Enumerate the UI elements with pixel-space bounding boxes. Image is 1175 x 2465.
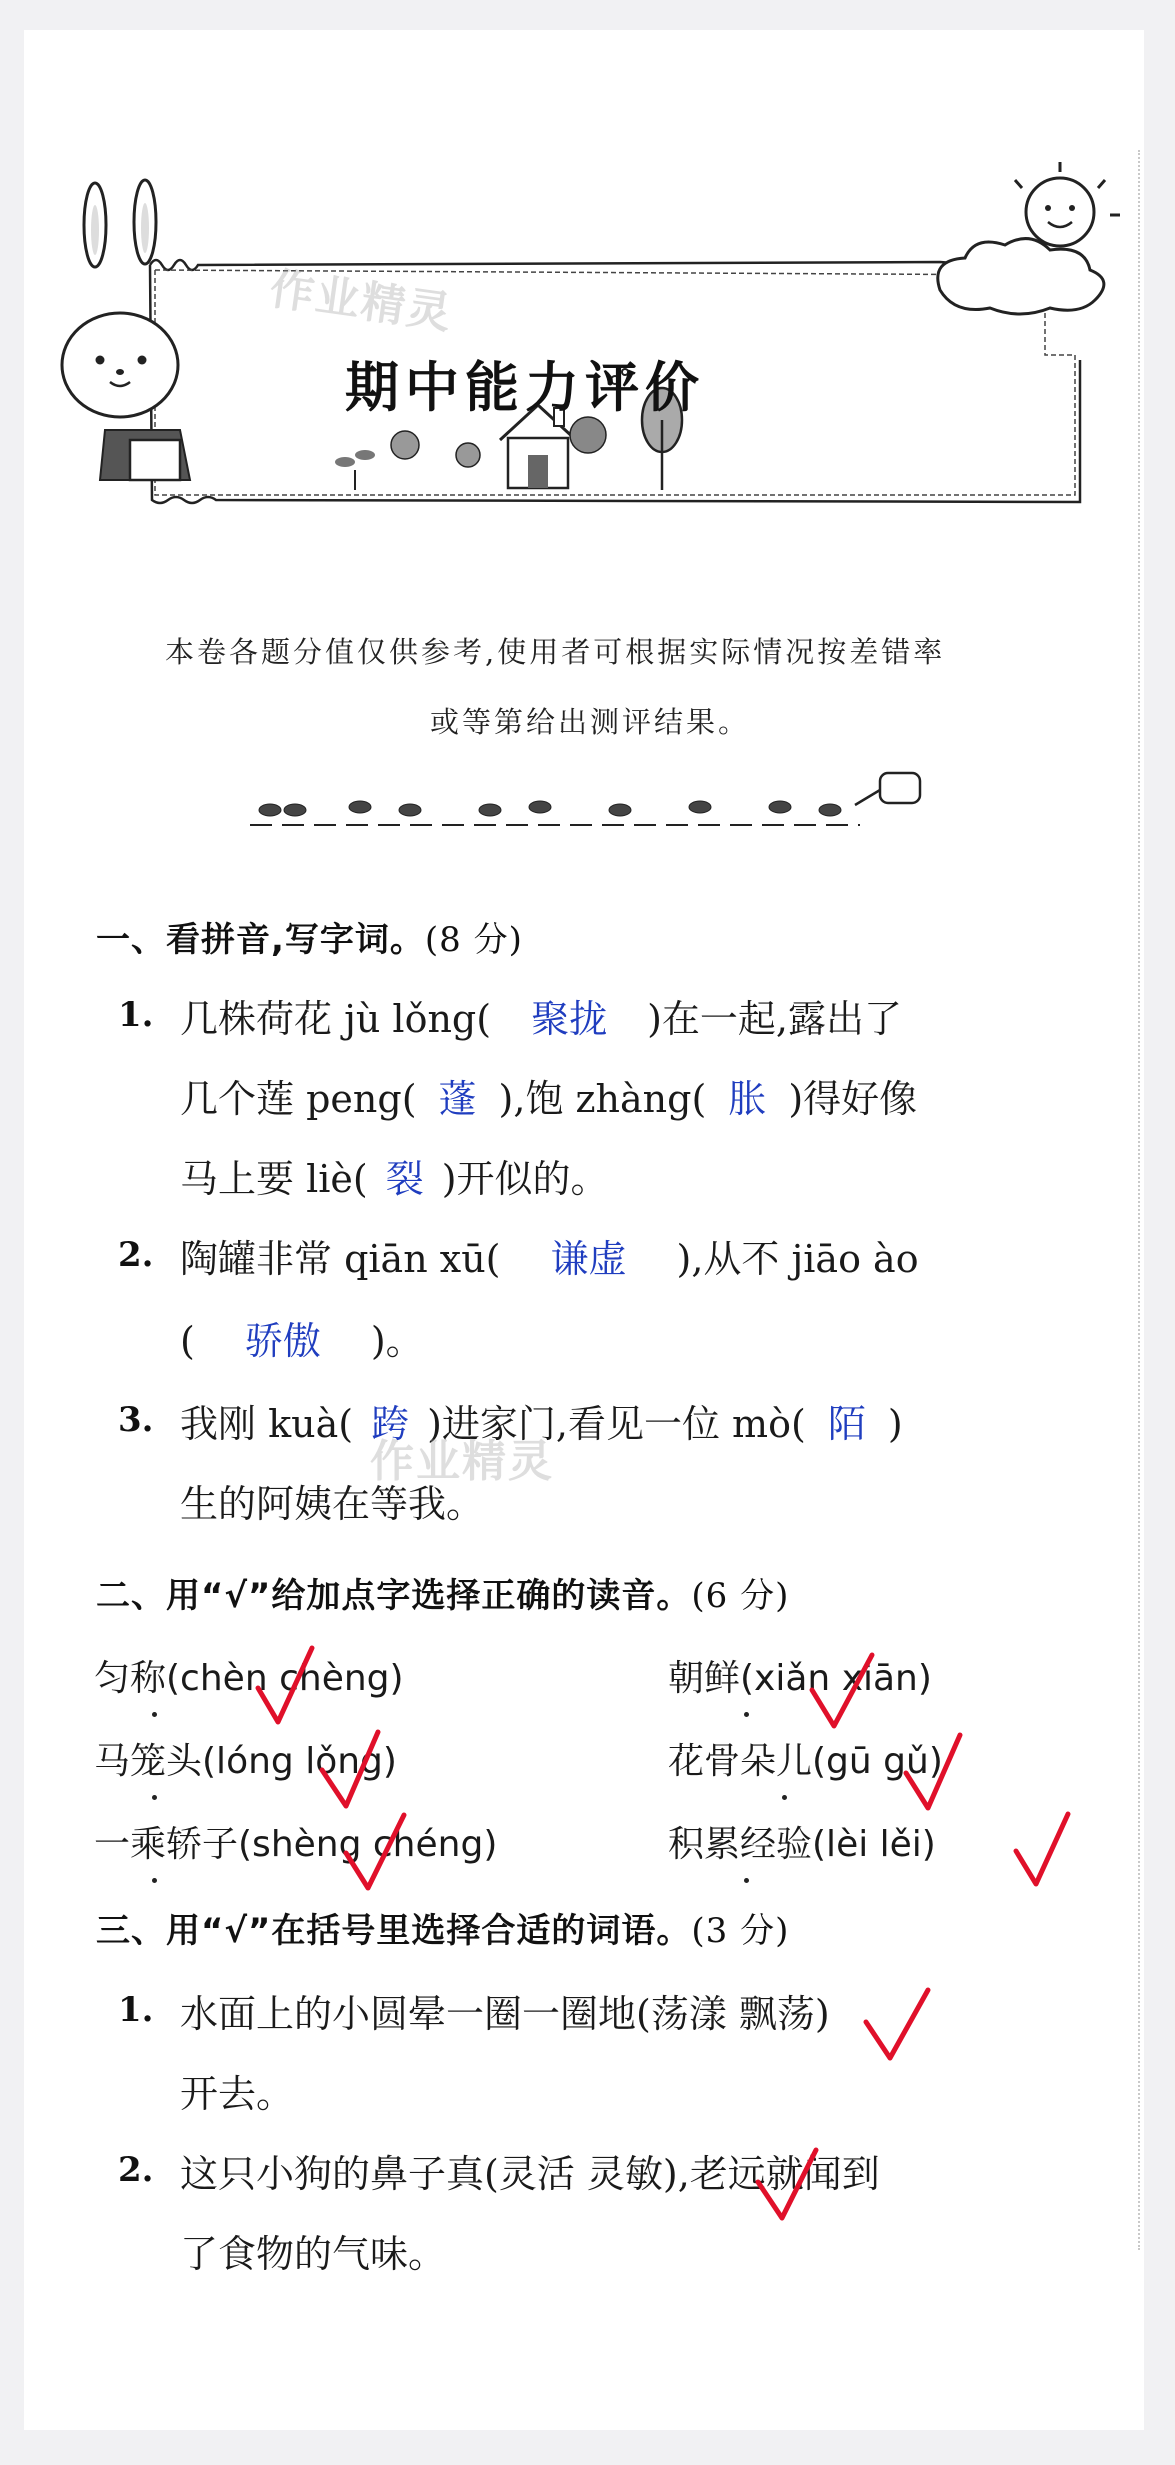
choice-options: (gū gǔ): [812, 1741, 943, 1782]
text-segment: (: [180, 1319, 195, 1363]
s1-q1-line-1: [180, 988, 902, 1043]
text-segment: ): [887, 1402, 903, 1446]
section-2-heading: [96, 1568, 789, 1617]
emphasis-dot: [152, 1878, 157, 1883]
watering-can-icon: [855, 773, 920, 805]
section-2-score: (6 分): [691, 1576, 790, 1616]
reading-choice-item: [94, 1650, 404, 1701]
choice-options: (chèn chèng): [166, 1658, 404, 1699]
s3-q2-line-1: 这只小狗的鼻子真(灵活 灵敏),老远就闻到: [180, 2152, 880, 2196]
section-1-heading: [96, 912, 523, 961]
text-segment: 我刚 kuà(: [180, 1402, 354, 1446]
cloud-icon: [938, 239, 1104, 314]
text-segment: )开似的。: [441, 1157, 609, 1201]
answer: 蓬: [438, 1077, 477, 1121]
emphasis-dot: [744, 1712, 749, 1717]
choice-word: 一乘轿子: [94, 1824, 239, 1865]
text-segment: )进家门,看见一位 mò(: [427, 1402, 806, 1446]
choice-word: 马笼头: [94, 1741, 203, 1782]
instruction-line-1: 本卷各题分值仅供参考,使用者可根据实际情况按差错率: [165, 635, 946, 669]
rabbit-icon: [62, 180, 190, 480]
reading-choice-item: [94, 1816, 497, 1867]
choice-word: 朝鲜: [668, 1658, 741, 1699]
choice-word: 花骨朵儿: [668, 1741, 813, 1782]
title-banner-illustration: [60, 150, 1140, 530]
text-segment: 马上要 liè(: [180, 1157, 368, 1201]
question-number: 3.: [118, 1400, 154, 1440]
s1-q3-line-2: 生的阿姨在等我。: [180, 1482, 485, 1526]
answer: 裂: [385, 1157, 424, 1201]
text-segment: 陶罐非常 qiān xū(: [180, 1237, 501, 1281]
text-segment: ),从不 jiāo ào: [676, 1237, 919, 1281]
text-segment: )在一起,露出了: [647, 997, 902, 1041]
reading-choice-item: [668, 1733, 943, 1784]
sprout-icon: [335, 450, 375, 490]
answer: 骄傲: [244, 1319, 321, 1363]
emphasis-dot: [152, 1712, 157, 1717]
bush-icon: [570, 417, 606, 453]
section-3-title: 三、用“√”在括号里选择合适的词语。: [96, 1911, 692, 1951]
choice-word: 匀称: [94, 1658, 167, 1699]
answer: 胀: [728, 1077, 767, 1121]
text-segment: ),饱 zhàng(: [498, 1077, 707, 1121]
question-number: 1.: [118, 995, 154, 1035]
watermark: 作业精灵: [266, 263, 457, 340]
answer: 谦虚: [550, 1237, 627, 1281]
emphasis-dot: [152, 1795, 157, 1800]
text-segment: 几个莲 peng(: [180, 1077, 417, 1121]
bush-icon: [456, 443, 480, 467]
answer: 陌: [827, 1402, 866, 1446]
s1-q1-line-3: [180, 1148, 609, 1203]
section-3-score: (3 分): [691, 1911, 790, 1951]
text-segment: )得好像: [788, 1077, 918, 1121]
choice-options: (shèng chéng): [238, 1824, 498, 1865]
emphasis-dot: [782, 1795, 787, 1800]
answer: 跨: [371, 1402, 410, 1446]
watermark: 作业精灵: [370, 1436, 554, 1487]
reading-choice-item: [668, 1816, 936, 1867]
choice-options: (lóng lǒng): [202, 1741, 397, 1782]
s1-q2-line-2: [180, 1310, 424, 1365]
reading-choice-item: [668, 1650, 932, 1701]
question-number: 1.: [118, 1990, 154, 2030]
text-segment: 几株荷花 jù lǒng(: [180, 997, 492, 1041]
s1-q1-line-2: [180, 1068, 917, 1123]
bush-icon: [391, 431, 419, 459]
question-number: 2.: [118, 1235, 154, 1275]
exam-title: 期中能力评价: [345, 356, 705, 419]
instruction-line-2: 或等第给出测评结果。: [430, 705, 751, 739]
choice-options: (xiǎn xiān): [740, 1658, 932, 1699]
s1-q2-line-1: [180, 1228, 919, 1283]
sun-icon: [1015, 162, 1120, 246]
sprout-divider-illustration: [240, 755, 960, 835]
answer: 聚拢: [531, 997, 608, 1041]
s3-q1-line-1: 水面上的小圆晕一圈一圈地(荡漾 飘荡): [180, 1992, 830, 2036]
section-3-heading: [96, 1903, 789, 1952]
reading-choice-item: [94, 1733, 397, 1784]
s3-q2-line-2: 了食物的气味。: [180, 2232, 447, 2276]
question-number: 2.: [118, 2150, 154, 2190]
choice-word: 积累经验: [668, 1824, 813, 1865]
text-segment: )。: [370, 1319, 424, 1363]
emphasis-dot: [744, 1878, 749, 1883]
section-1-title: 一、看拼音,写字词。: [96, 920, 425, 960]
choice-options: (lèi lěi): [812, 1824, 936, 1865]
s3-q1-line-2: 开去。: [180, 2072, 295, 2116]
section-1-score: (8 分): [424, 920, 523, 960]
section-2-title: 二、用“√”给加点字选择正确的读音。: [96, 1576, 692, 1616]
